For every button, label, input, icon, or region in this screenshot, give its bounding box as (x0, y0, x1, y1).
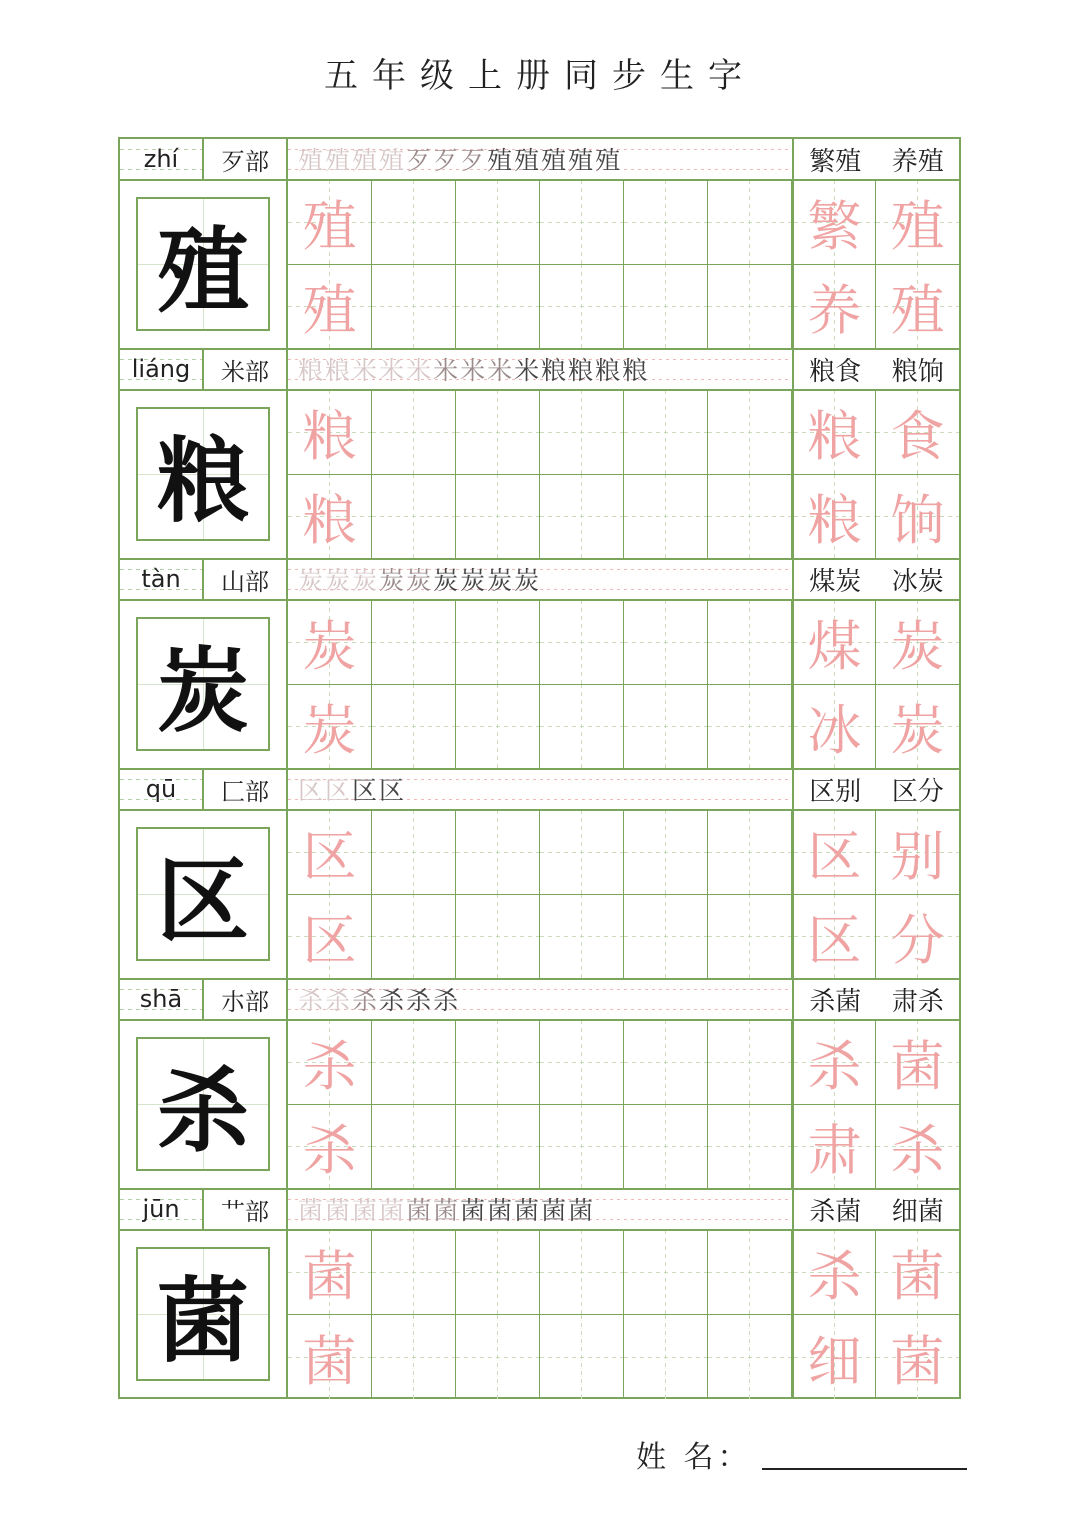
trace-word-character: 粮 (792, 391, 876, 475)
stroke-step: 炭 (514, 566, 542, 595)
writing-cell[interactable] (708, 181, 792, 265)
stroke-step: 殖 (595, 146, 623, 175)
block-header (120, 559, 959, 601)
writing-cell[interactable] (708, 1021, 792, 1105)
writing-cell[interactable] (456, 601, 540, 685)
stroke-order (288, 1189, 794, 1229)
trace-word-character: 菌 (876, 1231, 959, 1315)
trace-character: 炭 (288, 685, 372, 769)
practice-grid (288, 181, 959, 349)
stroke-step: 殖 (541, 146, 569, 175)
stroke-order (288, 349, 794, 389)
trace-word-character: 区 (792, 895, 876, 979)
example-word: 煤炭 (809, 566, 862, 597)
writing-cell[interactable] (708, 1315, 792, 1399)
block-header (120, 349, 959, 391)
writing-cell[interactable] (456, 1231, 540, 1315)
stroke-step: 炭 (298, 566, 326, 595)
stroke-step: 米 (379, 356, 407, 385)
character-block (120, 769, 959, 979)
stroke-step: 粮 (568, 356, 596, 385)
example-word: 繁殖 (809, 146, 862, 177)
writing-cell[interactable] (372, 1105, 456, 1189)
writing-cell[interactable] (456, 1315, 540, 1399)
radical: 山部 (204, 559, 288, 599)
character-block (120, 349, 959, 559)
stroke-step: 杀 (325, 986, 353, 1015)
model-character: 炭 (136, 617, 270, 751)
stroke-step: 菌 (514, 1196, 542, 1225)
writing-cell[interactable] (708, 811, 792, 895)
stroke-step: 菌 (568, 1196, 596, 1225)
stroke-step: 菌 (325, 1196, 353, 1225)
block-header (120, 979, 959, 1021)
stroke-step: 殖 (487, 146, 515, 175)
page-title: 五年级上册同步生字 (324, 56, 756, 96)
stroke-step: 米 (487, 356, 515, 385)
model-character-area (120, 181, 288, 349)
trace-character: 区 (288, 811, 372, 895)
trace-word-character: 菌 (876, 1315, 959, 1399)
writing-cell[interactable] (708, 265, 792, 349)
example-words (794, 769, 959, 809)
example-words (794, 349, 959, 389)
trace-character: 炭 (288, 601, 372, 685)
writing-cell[interactable] (540, 181, 624, 265)
stroke-order (288, 139, 794, 179)
trace-word-character: 繁 (792, 181, 876, 265)
trace-character: 杀 (288, 1105, 372, 1189)
writing-cell[interactable] (708, 685, 792, 769)
stroke-step: 殖 (325, 146, 353, 175)
stroke-step: 菌 (487, 1196, 515, 1225)
stroke-step: 杀 (406, 986, 434, 1015)
writing-cell[interactable] (708, 601, 792, 685)
stroke-step: 米 (352, 356, 380, 385)
pinyin: qū (120, 769, 204, 809)
example-word: 粮食 (809, 356, 862, 387)
practice-grid (288, 391, 959, 559)
example-word: 杀菌 (809, 986, 862, 1017)
model-character-area (120, 811, 288, 979)
example-word: 区分 (891, 776, 944, 807)
trace-character: 粮 (288, 475, 372, 559)
writing-cell[interactable] (624, 601, 708, 685)
writing-cell[interactable] (372, 475, 456, 559)
example-word: 养殖 (891, 146, 944, 177)
writing-cell[interactable] (540, 265, 624, 349)
writing-cell[interactable] (624, 895, 708, 979)
practice-grid (288, 1231, 959, 1399)
radical: 米部 (204, 349, 288, 389)
practice-grid (288, 601, 959, 769)
stroke-step: 炭 (406, 566, 434, 595)
writing-cell[interactable] (540, 1231, 624, 1315)
block-header (120, 139, 959, 181)
pinyin: shā (120, 979, 204, 1019)
example-word: 冰炭 (891, 566, 944, 597)
example-word: 细菌 (891, 1196, 944, 1227)
stroke-step: 殖 (568, 146, 596, 175)
trace-word-character: 肃 (792, 1105, 876, 1189)
stroke-step: 歹 (460, 146, 488, 175)
writing-cell[interactable] (708, 895, 792, 979)
trace-word-character: 粮 (792, 475, 876, 559)
writing-cell[interactable] (456, 685, 540, 769)
stroke-step: 粮 (622, 356, 650, 385)
writing-cell[interactable] (624, 1315, 708, 1399)
writing-cell[interactable] (540, 1021, 624, 1105)
stroke-step: 粮 (541, 356, 569, 385)
stroke-step: 殖 (379, 146, 407, 175)
writing-cell[interactable] (456, 475, 540, 559)
pinyin: jūn (120, 1189, 204, 1229)
stroke-step: 区 (298, 776, 326, 805)
writing-cell[interactable] (456, 1021, 540, 1105)
writing-cell[interactable] (456, 391, 540, 475)
writing-cell[interactable] (372, 895, 456, 979)
stroke-step: 菌 (406, 1196, 434, 1225)
writing-cell[interactable] (624, 391, 708, 475)
writing-cell[interactable] (540, 475, 624, 559)
example-word: 区别 (809, 776, 862, 807)
stroke-step: 区 (352, 776, 380, 805)
character-block (120, 1189, 959, 1399)
stroke-order (288, 559, 794, 599)
model-character-area (120, 1231, 288, 1399)
stroke-step: 菌 (379, 1196, 407, 1225)
trace-word-character: 食 (876, 391, 959, 475)
trace-word-character: 炭 (876, 601, 959, 685)
trace-word-character: 殖 (876, 265, 959, 349)
model-character: 菌 (136, 1247, 270, 1381)
writing-cell[interactable] (540, 1105, 624, 1189)
writing-cell[interactable] (708, 475, 792, 559)
trace-character: 区 (288, 895, 372, 979)
writing-cell[interactable] (372, 1231, 456, 1315)
stroke-step: 炭 (460, 566, 488, 595)
writing-cell[interactable] (372, 181, 456, 265)
stroke-step: 杀 (433, 986, 461, 1015)
pinyin: liáng (120, 349, 204, 389)
writing-cell[interactable] (456, 811, 540, 895)
model-character-area (120, 391, 288, 559)
character-block (120, 139, 959, 349)
radical: 艹部 (204, 1189, 288, 1229)
trace-word-character: 养 (792, 265, 876, 349)
trace-word-character: 杀 (792, 1231, 876, 1315)
stroke-step: 菌 (541, 1196, 569, 1225)
example-words (794, 139, 959, 179)
stroke-step: 粮 (325, 356, 353, 385)
stroke-step: 炭 (433, 566, 461, 595)
writing-cell[interactable] (540, 601, 624, 685)
model-character-area (120, 1021, 288, 1189)
stroke-step: 菌 (298, 1196, 326, 1225)
stroke-step: 杀 (352, 986, 380, 1015)
trace-word-character: 殖 (876, 181, 959, 265)
stroke-step: 粮 (298, 356, 326, 385)
trace-word-character: 细 (792, 1315, 876, 1399)
stroke-step: 区 (379, 776, 407, 805)
writing-cell[interactable] (540, 895, 624, 979)
trace-character: 杀 (288, 1021, 372, 1105)
practice-sheet (118, 137, 961, 1399)
stroke-step: 菌 (352, 1196, 380, 1225)
stroke-order (288, 769, 794, 809)
model-character-area (120, 601, 288, 769)
stroke-step: 菌 (433, 1196, 461, 1225)
model-character: 区 (136, 827, 270, 961)
stroke-step: 米 (514, 356, 542, 385)
writing-cell[interactable] (540, 1315, 624, 1399)
trace-word-character: 菌 (876, 1021, 959, 1105)
writing-cell[interactable] (624, 475, 708, 559)
radical: 匚部 (204, 769, 288, 809)
practice-grid (288, 811, 959, 979)
writing-cell[interactable] (624, 265, 708, 349)
trace-character: 粮 (288, 391, 372, 475)
pinyin: zhí (120, 139, 204, 179)
writing-cell[interactable] (624, 181, 708, 265)
stroke-step: 粮 (595, 356, 623, 385)
example-words (794, 559, 959, 599)
model-character: 粮 (136, 407, 270, 541)
writing-cell[interactable] (372, 1021, 456, 1105)
writing-cell[interactable] (540, 811, 624, 895)
trace-word-character: 别 (876, 811, 959, 895)
stroke-step: 米 (406, 356, 434, 385)
stroke-step: 菌 (460, 1196, 488, 1225)
example-word: 粮饷 (891, 356, 944, 387)
writing-cell[interactable] (624, 1231, 708, 1315)
stroke-step: 殖 (298, 146, 326, 175)
stroke-step: 炭 (325, 566, 353, 595)
practice-grid (288, 1021, 959, 1189)
writing-cell[interactable] (372, 265, 456, 349)
example-word: 杀菌 (809, 1196, 862, 1227)
character-block (120, 979, 959, 1189)
trace-word-character: 饷 (876, 475, 959, 559)
trace-character: 殖 (288, 265, 372, 349)
radical: 朩部 (204, 979, 288, 1019)
writing-cell[interactable] (456, 1105, 540, 1189)
writing-cell[interactable] (708, 391, 792, 475)
writing-cell[interactable] (372, 391, 456, 475)
trace-word-character: 杀 (876, 1105, 959, 1189)
writing-cell[interactable] (708, 1105, 792, 1189)
stroke-step: 米 (460, 356, 488, 385)
stroke-step: 殖 (352, 146, 380, 175)
trace-word-character: 区 (792, 811, 876, 895)
radical: 歹部 (204, 139, 288, 179)
writing-cell[interactable] (624, 1021, 708, 1105)
example-words (794, 1189, 959, 1229)
writing-cell[interactable] (372, 1315, 456, 1399)
writing-cell[interactable] (624, 685, 708, 769)
writing-cell[interactable] (540, 685, 624, 769)
trace-word-character: 炭 (876, 685, 959, 769)
example-word: 肃杀 (891, 986, 944, 1017)
writing-cell[interactable] (456, 895, 540, 979)
writing-cell[interactable] (372, 601, 456, 685)
writing-cell[interactable] (456, 265, 540, 349)
example-words (794, 979, 959, 1019)
stroke-step: 炭 (379, 566, 407, 595)
writing-cell[interactable] (624, 811, 708, 895)
writing-cell[interactable] (708, 1231, 792, 1315)
name-input-line[interactable] (762, 1468, 967, 1470)
writing-cell[interactable] (372, 811, 456, 895)
stroke-step: 炭 (352, 566, 380, 595)
name-label: 姓 名： (636, 1440, 752, 1475)
writing-cell[interactable] (624, 1105, 708, 1189)
trace-word-character: 杀 (792, 1021, 876, 1105)
trace-character: 殖 (288, 181, 372, 265)
stroke-step: 杀 (379, 986, 407, 1015)
trace-word-character: 冰 (792, 685, 876, 769)
block-header (120, 769, 959, 811)
writing-cell[interactable] (372, 685, 456, 769)
stroke-step: 炭 (487, 566, 515, 595)
writing-cell[interactable] (456, 181, 540, 265)
character-block (120, 559, 959, 769)
writing-cell[interactable] (540, 391, 624, 475)
model-character: 杀 (136, 1037, 270, 1171)
stroke-step: 歹 (406, 146, 434, 175)
model-character: 殖 (136, 197, 270, 331)
trace-word-character: 分 (876, 895, 959, 979)
stroke-step: 杀 (298, 986, 326, 1015)
pinyin: tàn (120, 559, 204, 599)
stroke-step: 殖 (514, 146, 542, 175)
stroke-step: 歹 (433, 146, 461, 175)
trace-word-character: 煤 (792, 601, 876, 685)
trace-character: 菌 (288, 1315, 372, 1399)
stroke-step: 米 (433, 356, 461, 385)
block-header (120, 1189, 959, 1231)
trace-character: 菌 (288, 1231, 372, 1315)
stroke-order (288, 979, 794, 1019)
stroke-step: 区 (325, 776, 353, 805)
